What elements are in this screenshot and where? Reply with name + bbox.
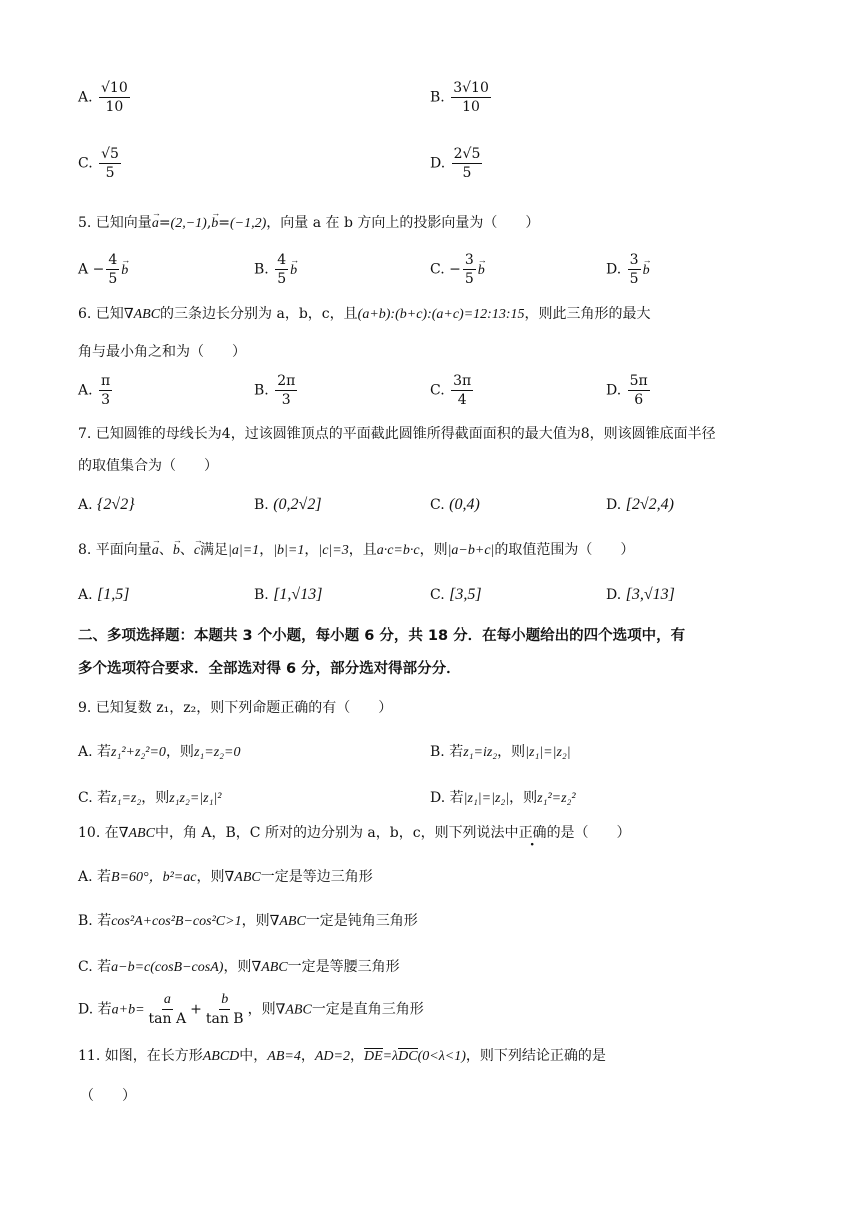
triangle-symbol: ∇ bbox=[118, 825, 129, 841]
q10-option-a[interactable]: A. 若B=60°，b²=ac，则∇ABC一定是等边三角形 bbox=[78, 869, 373, 885]
q4-option-b[interactable]: B. $\frac{3√10}{10}$ bbox=[430, 80, 489, 115]
vector-a: → a bbox=[152, 541, 159, 561]
fraction: $\frac{\pi}{3}$ bbox=[101, 373, 111, 408]
q10-option-d[interactable]: D. 若a+b= $\frac{a}{\text{tan A}}$ + $\frac{b}{\text{tan B}}$ ，则∇ABC一定是直角三角形 bbox=[78, 992, 424, 1027]
q4-option-a[interactable]: A. $\frac{√10}{10}$ bbox=[78, 80, 128, 115]
vector-de: DE bbox=[363, 1049, 383, 1064]
vector-b: → b bbox=[211, 214, 218, 234]
q9-option-d[interactable]: D. 若|z₁|=|z₂|，则z₁²=z₂² bbox=[430, 790, 576, 806]
fraction: $\frac{3√10}{10}$ bbox=[453, 80, 489, 115]
q5-option-a[interactable]: A − $\frac{4}{5}$ → b bbox=[78, 252, 128, 287]
vector-b: → b bbox=[121, 261, 128, 281]
section-heading-line2: 多个选项符合要求．全部选对得 6 分，部分选对得部分分． bbox=[78, 661, 461, 677]
fraction: $\frac{3}{5}$ bbox=[629, 252, 639, 287]
q7-option-a[interactable]: A. {2√2} bbox=[78, 496, 135, 513]
fraction: $\frac{3}{5}$ bbox=[464, 252, 474, 287]
triangle-symbol: ∇ bbox=[123, 306, 134, 322]
q5-option-d[interactable]: D. $\frac{3}{5}$ → b bbox=[606, 252, 650, 287]
triangle-symbol: ∇ bbox=[269, 913, 280, 929]
q6-option-d[interactable]: D. $\frac{5\pi}{6}$ bbox=[606, 373, 648, 408]
vector-c: → c bbox=[194, 541, 200, 561]
fraction: $\frac{√10}{10}$ bbox=[101, 80, 128, 115]
q8-option-c[interactable]: C. [3,5] bbox=[430, 586, 482, 603]
q5-option-b[interactable]: B. $\frac{4}{5}$ → b bbox=[254, 252, 297, 287]
q6-option-a[interactable]: A. $\frac{\pi}{3}$ bbox=[78, 373, 111, 408]
q5-stem: 5. 已知向量→ a=(2,−1),→ b=(−1,2)，向量 a 在 b 方向上的投影向量为（ ） bbox=[78, 213, 539, 234]
vector-b: → b bbox=[643, 261, 650, 281]
q11-stem-line1: 11. 如图，在长方形ABCD中，AB=4，AD=2，DE=λDC(0<λ<1)，则下列结论正确的是 bbox=[78, 1048, 606, 1064]
section-heading-line1: 二、多项选择题：本题共 3 个小题，每小题 6 分，共 18 分．在每小题给出的四个选项中，有 bbox=[78, 628, 686, 644]
vector-a: → a bbox=[152, 214, 159, 234]
q9-option-a[interactable]: A. 若z₁²+z₂²=0，则z₁=z₂=0 bbox=[78, 744, 241, 760]
q8-stem: 8. 平面向量→ a、→ b、→ c满足|a|=1，|b|=1，|c|=3，且a·c=b·c，则|a−b+c|的取值范围为（ ） bbox=[78, 540, 634, 561]
fraction: $\frac{√5}{5}$ bbox=[101, 146, 119, 181]
q10-option-c[interactable]: C. 若a−b=c(cosB−cosA)，则∇ABC一定是等腰三角形 bbox=[78, 959, 400, 975]
triangle-symbol: ∇ bbox=[275, 1001, 286, 1018]
q11-stem-line2: （ ） bbox=[80, 1088, 136, 1104]
q6-stem-line1: 6. 已知∇ABC的三条边长分别为 a，b，c，且(a+b):(b+c):(a+c)=12:13:15，则此三角形的最大 bbox=[78, 306, 651, 322]
fraction: $\frac{2√5}{5}$ bbox=[453, 146, 481, 181]
vector-b: → b bbox=[478, 261, 485, 281]
q7-stem-line2: 的取值集合为（ ） bbox=[78, 458, 218, 474]
fraction: $\frac{2\pi}{3}$ bbox=[277, 373, 296, 408]
q4-option-c[interactable]: C. $\frac{√5}{5}$ bbox=[78, 146, 119, 181]
q9-stem: 9. 已知复数 z₁，z₂，则下列命题正确的有（ ） bbox=[78, 700, 393, 716]
q8-option-b[interactable]: B. [1,√13] bbox=[254, 586, 323, 603]
q4-option-d[interactable]: D. $\frac{2√5}{5}$ bbox=[430, 146, 481, 181]
fraction: $\frac{4}{5}$ bbox=[277, 252, 287, 287]
fraction: $\frac{5\pi}{6}$ bbox=[629, 373, 648, 408]
q7-option-c[interactable]: C. (0,4) bbox=[430, 496, 480, 513]
q9-option-b[interactable]: B. 若z₁=iz₂，则|z₁|=|z₂| bbox=[430, 744, 571, 760]
q7-option-d[interactable]: D. [2√2,4) bbox=[606, 496, 674, 513]
vector-b: → b bbox=[290, 261, 297, 281]
q5-option-c[interactable]: C. − $\frac{3}{5}$ → b bbox=[430, 252, 485, 287]
q7-option-b[interactable]: B. (0,2√2] bbox=[254, 496, 322, 513]
q6-option-c[interactable]: C. $\frac{3\pi}{4}$ bbox=[430, 373, 472, 408]
q10-stem: 10. 在∇ABC中，角 A，B，C 所对的边分别为 a，b，c，则下列说法中正确的是（ ） bbox=[78, 825, 631, 841]
q10-option-b[interactable]: B. 若cos²A+cos²B−cos²C>1，则∇ABC一定是钝角三角形 bbox=[78, 913, 418, 929]
vector-dc: DC bbox=[398, 1049, 418, 1064]
emphasis-text: 正确 bbox=[518, 825, 547, 841]
q7-stem-line1: 7. 已知圆锥的母线长为4，过该圆锥顶点的平面截此圆锥所得截面面积的最大值为8，则该圆锥底面半径 bbox=[78, 426, 716, 442]
q8-option-a[interactable]: A. [1,5] bbox=[78, 586, 130, 603]
fraction: $\frac{a}{\text{tan A}}$ bbox=[148, 992, 187, 1027]
q6-option-b[interactable]: B. $\frac{2\pi}{3}$ bbox=[254, 373, 296, 408]
q6-stem-line2: 角与最小角之和为（ ） bbox=[78, 344, 246, 360]
fraction: $\frac{4}{5}$ bbox=[108, 252, 118, 287]
fraction: $\frac{b}{\text{tan B}}$ bbox=[205, 992, 244, 1027]
fraction: $\frac{3\pi}{4}$ bbox=[453, 373, 472, 408]
vector-b: → b bbox=[173, 541, 180, 561]
triangle-symbol: ∇ bbox=[251, 959, 262, 975]
q9-option-c[interactable]: C. 若z₁=z₂，则z₁z₂=|z₁|² bbox=[78, 790, 222, 806]
q8-option-d[interactable]: D. [3,√13] bbox=[606, 586, 675, 603]
triangle-symbol: ∇ bbox=[224, 869, 235, 885]
